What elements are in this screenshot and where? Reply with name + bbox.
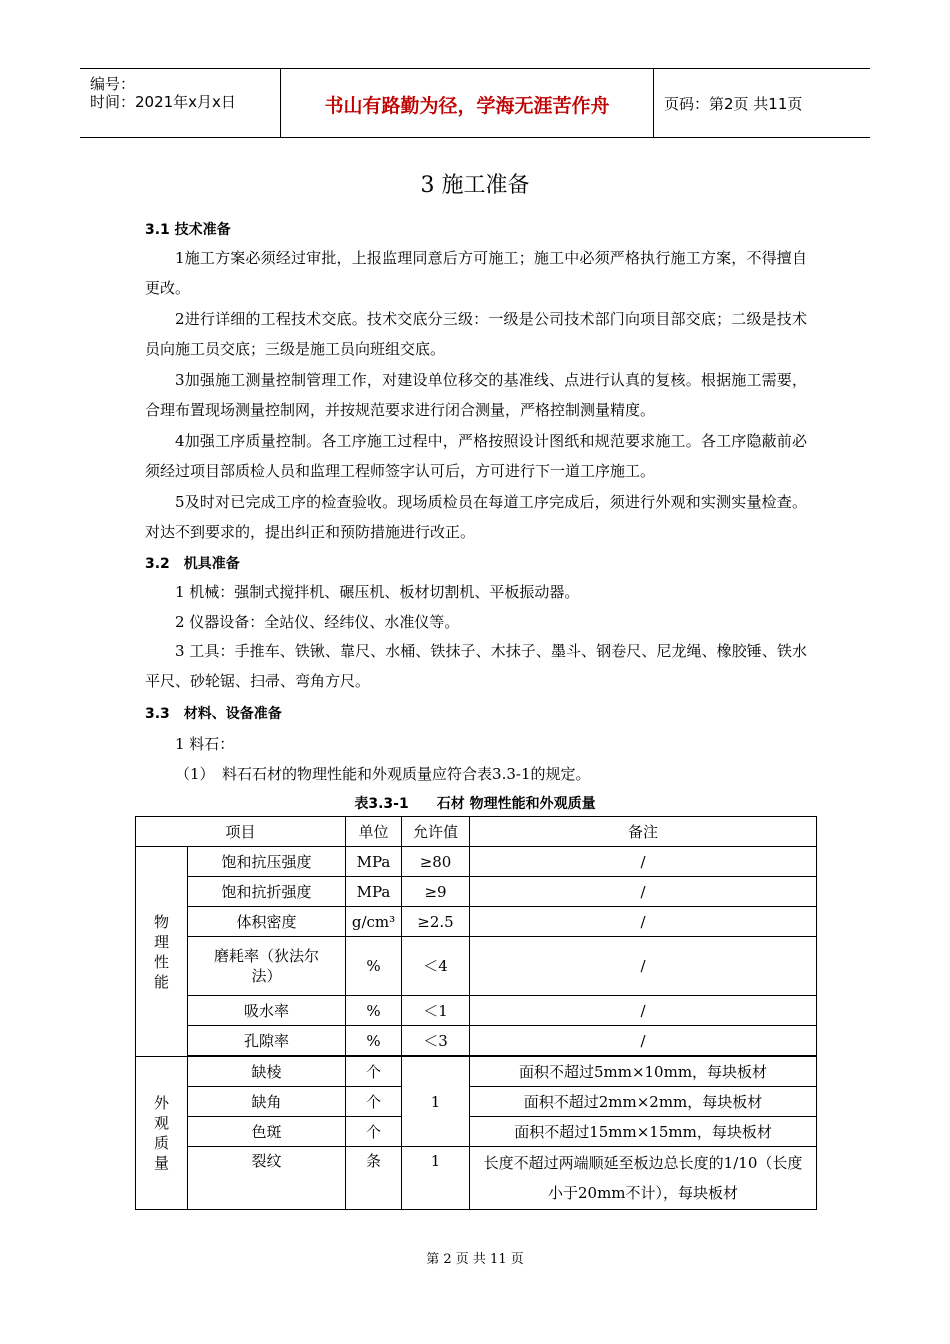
list-item-machinery: 1 机械：强制式搅拌机、碾压机、板材切割机、平板振动器。	[175, 583, 580, 601]
table-row	[136, 996, 817, 1026]
row-name: 饱和抗折强度	[188, 877, 346, 907]
group-physical: 物 理 性 能	[136, 847, 188, 1057]
table-row	[136, 907, 817, 937]
group-appearance: 外 观 质 量	[136, 1057, 188, 1210]
row-name: 孔隙率	[188, 1026, 346, 1056]
time-label: 时间：2021年x月x日	[90, 93, 236, 111]
row-name: 体积密度	[188, 907, 346, 937]
row-note: /	[470, 907, 817, 937]
motto-text: 书山有路勤为径，学海无涯苦作舟	[324, 95, 610, 117]
row-unit: %	[346, 996, 402, 1026]
row-name: 裂纹	[188, 1147, 346, 1210]
table-row	[136, 1117, 817, 1147]
page-label: 页码：第2页 共11页	[664, 95, 803, 113]
code-label: 编号：	[90, 75, 136, 93]
row-value-shared: 1	[402, 1057, 470, 1147]
header-meta-cell	[80, 69, 281, 137]
list-item-instruments: 2 仪器设备：全站仪、经纬仪、水准仪等。	[175, 613, 460, 631]
row-value: ≥9	[402, 877, 470, 907]
heading-3-3: 3.3 材料、设备准备	[145, 706, 282, 722]
row-name: 缺角	[188, 1087, 346, 1117]
table-header-row	[136, 817, 817, 847]
heading-3-1: 3.1 技术准备	[145, 222, 231, 238]
paragraph-3-1-2: 2进行详细的工程技术交底。技术交底分三级：一级是公司技术部门向项目部交底；二级是技术员向施工员交底；三级是施工员向班组交底。	[145, 310, 807, 358]
row-note: /	[470, 847, 817, 877]
stone-properties-table	[135, 816, 817, 1210]
table-row	[136, 847, 817, 877]
table-row	[136, 1087, 817, 1117]
row-name: 缺棱	[188, 1057, 346, 1087]
header-note: 备注	[470, 817, 817, 847]
row-unit: 个	[346, 1117, 402, 1147]
table-row	[136, 877, 817, 907]
row-note: 面积不超过2mm×2mm，每块板材	[470, 1087, 817, 1117]
row-note: 面积不超过5mm×10mm，每块板材	[470, 1057, 817, 1087]
row-note: /	[470, 937, 817, 996]
row-unit: 个	[346, 1087, 402, 1117]
row-note: /	[470, 1026, 817, 1056]
row-value: ≥2.5	[402, 907, 470, 937]
header-value: 允许值	[402, 817, 470, 847]
table-row	[136, 1026, 817, 1056]
row-unit: %	[346, 937, 402, 996]
row-name: 吸水率	[188, 996, 346, 1026]
paragraph-3-1-1: 1施工方案必须经过审批，上报监理同意后方可施工；施工中必须严格执行施工方案，不得擅自更改。	[145, 249, 807, 297]
paragraph-3-1-5: 5及时对已完成工序的检查验收。现场质检员在每道工序完成后，须进行外观和实测实量检查。对达不到要求的，提出纠正和预防措施进行改正。	[145, 493, 807, 541]
row-unit: MPa	[346, 877, 402, 907]
row-unit: 个	[346, 1057, 402, 1087]
table-row	[136, 1147, 817, 1210]
row-value: 1	[402, 1147, 470, 1210]
page-header	[80, 68, 870, 138]
row-value: ＜1	[402, 996, 470, 1026]
paragraph-3-1-4: 4加强工序质量控制。各工序施工过程中，严格按照设计图纸和规范要求施工。各工序隐蔽前必须经过项目部质检人员和监理工程师签字认可后，方可进行下一道工序施工。	[145, 432, 807, 480]
section-title: 3 施工准备	[420, 173, 530, 198]
row-name: 饱和抗压强度	[188, 847, 346, 877]
row-unit: %	[346, 1026, 402, 1056]
header-item: 项目	[136, 817, 346, 847]
table-caption: 表3.3-1 石材 物理性能和外观质量	[354, 796, 596, 812]
row-note: /	[470, 877, 817, 907]
row-name: 色斑	[188, 1117, 346, 1147]
header-unit: 单位	[346, 817, 402, 847]
row-note: /	[470, 996, 817, 1026]
page-footer: 第 2 页 共 11 页	[426, 1252, 524, 1267]
row-unit: 条	[346, 1147, 402, 1210]
header-motto-cell	[281, 69, 654, 137]
paragraph-3-1-3: 3加强施工测量控制管理工作，对建设单位移交的基准线、点进行认真的复核。根据施工需要，合理布置现场测量控制网，并按规范要求进行闭合测量，严格控制测量精度。	[145, 371, 807, 419]
heading-3-2: 3.2 机具准备	[145, 556, 240, 572]
table-row	[136, 1057, 817, 1087]
row-note: 面积不超过15mm×15mm，每块板材	[470, 1117, 817, 1147]
list-item-stone: 1 料石：	[175, 735, 235, 753]
row-unit: g/cm³	[346, 907, 402, 937]
row-value: ＜4	[402, 937, 470, 996]
row-name: 磨耗率（狄法尔法）	[188, 937, 346, 996]
row-note: 长度不超过两端顺延至板边总长度的1/10（长度小于20mm不计），每块板材	[470, 1147, 817, 1210]
row-value: ≥80	[402, 847, 470, 877]
row-value: ＜3	[402, 1026, 470, 1056]
list-item-tools: 3 工具：手推车、铁锹、靠尺、水桶、铁抹子、木抹子、墨斗、钢卷尺、尼龙绳、橡胶锤、铁水平尺、砂轮锯、扫帚、弯角方尺。	[145, 642, 807, 690]
table-row	[136, 937, 817, 996]
list-item-stone-sub: （1） 料石石材的物理性能和外观质量应符合表3.3-1的规定。	[175, 765, 591, 783]
header-page-cell	[654, 69, 870, 137]
row-unit: MPa	[346, 847, 402, 877]
